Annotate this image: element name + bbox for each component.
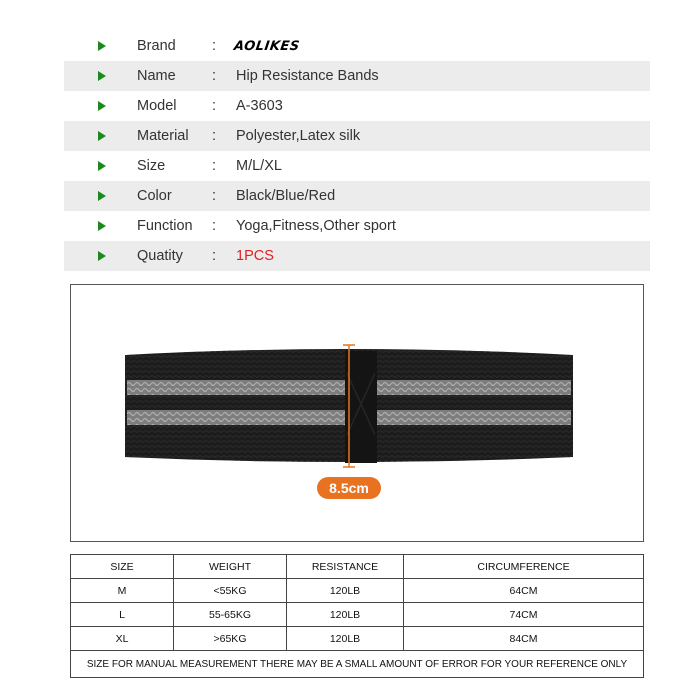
spec-colon: : [212,68,217,84]
table-header-row [71,555,644,579]
spec-colon: : [212,248,217,264]
spec-value: A-3603 [236,98,283,114]
spec-colon: : [212,98,217,114]
spec-value: M/L/XL [236,158,282,174]
spec-row-name [64,61,650,91]
size-table [70,554,644,678]
column-header: CIRCUMFERENCE [404,555,644,579]
spec-label: Material [137,128,189,144]
spec-list [64,31,650,271]
table-note-row [71,651,644,678]
spec-row-model [64,91,650,121]
spec-label: Model [137,98,177,114]
spec-label: Color [137,188,172,204]
arrow-icon [98,161,106,171]
spec-label: Brand [137,38,176,54]
table-cell: 55-65KG [174,603,287,627]
brand-logo: AOLIKES [232,38,301,54]
spec-row-material [64,121,650,151]
table-cell: 120LB [287,603,404,627]
spec-value: Polyester,Latex silk [236,128,361,144]
resistance-band-icon [71,285,645,543]
spec-row-color [64,181,650,211]
spec-label: Function [137,218,193,234]
spec-colon: : [212,158,217,174]
table-cell: 84CM [404,627,644,651]
table-cell: >65KG [174,627,287,651]
spec-label: Size [137,158,166,174]
table-row [71,603,644,627]
column-header: SIZE [71,555,174,579]
arrow-icon [98,191,106,201]
spec-row-function [64,211,650,241]
spec-colon: : [212,188,217,204]
spec-colon: : [212,218,217,234]
arrow-icon [98,131,106,141]
spec-colon: : [212,128,217,144]
dimension-label: 8.5cm [317,477,381,499]
table-cell: <55KG [174,579,287,603]
arrow-icon [98,221,106,231]
product-image-frame [70,284,644,542]
table-cell: 120LB [287,627,404,651]
arrow-icon [98,101,106,111]
spec-value: Yoga,Fitness,Other sport [236,218,396,234]
column-header: RESISTANCE [287,555,404,579]
table-note: SIZE FOR MANUAL MEASUREMENT THERE MAY BE A SMALL AMOUNT OF ERROR FOR YOUR REFERENCE ONLY [71,651,644,678]
spec-row-brand [64,31,650,61]
spec-value: Hip Resistance Bands [236,68,379,84]
arrow-icon [98,71,106,81]
spec-row-quatity [64,241,650,271]
arrow-icon [98,41,106,51]
table-cell: L [71,603,174,627]
table-cell: XL [71,627,174,651]
spec-label: Quatity [137,248,183,264]
spec-label: Name [137,68,176,84]
spec-value: Black/Blue/Red [236,188,336,204]
arrow-icon [98,251,106,261]
spec-row-size [64,151,650,181]
table-cell: 64CM [404,579,644,603]
table-cell: M [71,579,174,603]
table-row [71,627,644,651]
column-header: WEIGHT [174,555,287,579]
spec-colon: : [212,38,217,54]
table-cell: 120LB [287,579,404,603]
table-cell: 74CM [404,603,644,627]
spec-value-highlight: 1PCS [236,248,274,264]
table-row [71,579,644,603]
